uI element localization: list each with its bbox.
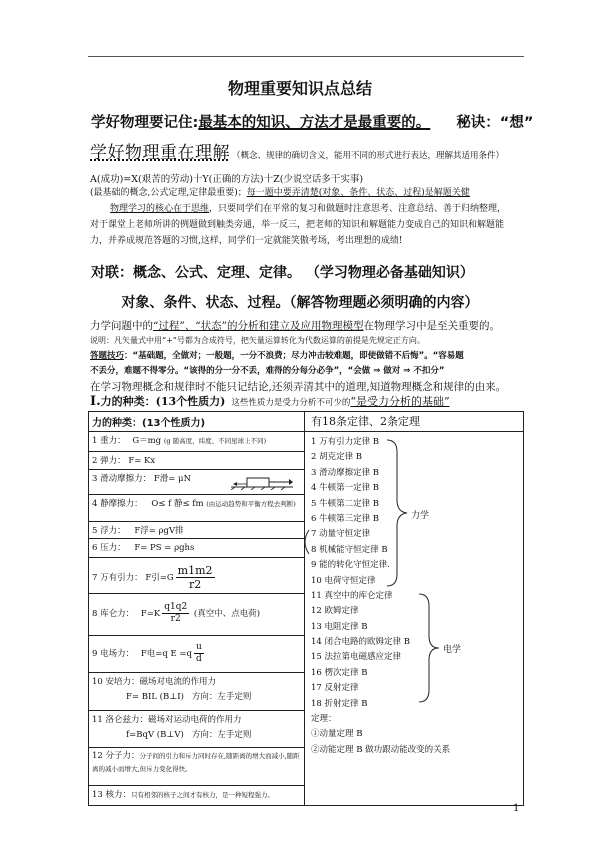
section-note: 这些性质力是受力分析不可少的 [231,398,351,408]
core-line-rest: ，只要同学们在平常的复习和做题时注意思考、注意总结、善于归纳整理， [209,204,507,214]
force-universal-gravitation [89,558,304,594]
force-label: 9 电场力： [92,649,135,659]
fraction-denominator: r2 [170,614,181,624]
success-formula: A(成功)=X(艰苦的劳动)十Y(正确的方法)十Z(少说空话多干实事) [90,174,364,185]
core-line [110,201,506,214]
theorem-item: ①动量定理 B [311,729,363,740]
law-item: 14 闭合电路的欧姆定律 B [311,637,410,648]
force-lorentz [89,711,304,748]
electric-fraction [194,642,204,665]
core-line-key: 物理学习的核心在于思维 [110,204,210,214]
basic-line-key: 每一题中要弄清楚(对象、条件、状态、过程)是解题关健 [246,188,470,198]
law-item: 10 电荷守恒定律 [311,575,376,586]
section-quote: “是受力分析的基础” [350,395,450,408]
law-item: 6 牛顿第三定律 B [311,513,380,524]
force-gravity [89,432,304,452]
law-item: 15 法拉第电磁感应定律 [311,652,402,663]
tips-line-1 [90,349,464,361]
theorem-label: 定理： [311,714,337,725]
force-label: 12 分子力： [92,751,140,761]
force-label: 11 洛仑兹力： [92,715,149,725]
law-item: 17 反射定律 [311,683,359,694]
process-line [90,318,500,333]
force-sliding-friction [89,470,304,495]
main-heading-underlined: 最基本的知识、方法才是最重要的。 [198,115,431,131]
force-formula: F=K [140,609,161,619]
law-item: 18 折射定律 B [311,698,368,709]
force-label: 10 安培力： [92,677,140,687]
fraction-denominator: r2 [188,578,202,591]
page-title: 物理重要知识点总结 [227,79,372,98]
force-label: 2 弹力： [92,456,126,466]
law-item: 12 欧姆定律 [311,606,359,617]
couplet-second: 对象、条件、状态、过程。（解答物理题必须明确的内容） [121,295,479,311]
mechanics-group-label: 力学 [411,511,430,521]
section-heading [90,393,450,409]
force-ampere [89,673,304,711]
force-pressure [89,539,304,558]
concept-line: 在学习物理概念和规律时不能只记结论,还须弄清其中的道理,知道物理概念和规律的由来。 [90,381,507,393]
law-item: 16 楞次定律 B [311,667,368,678]
section-count: (13个性质力) [155,395,226,408]
force-label: 7 万有引力： [92,573,143,583]
paragraph-line-2: 对于课堂上老师所讲的例题做到触类旁通，举一反三，把老师的知识和解题能力变成自己的知识和解题能 [90,220,505,230]
force-formula: F引=G [145,573,174,583]
header-rule [88,56,524,57]
force-label: 3 滑动摩擦力： [92,474,152,484]
force-buoyancy [89,522,304,539]
understanding-heading [90,138,504,163]
fraction-numerator: q1q2 [164,602,188,612]
process-key: “过程”、“状态”的分析和建立及应用物理模型 [153,320,364,332]
force-nuclear [89,786,304,805]
main-heading-prefix: 学好物理要记住: [91,115,199,131]
electro-group-label: 电学 [443,645,462,655]
force-note: (g 随高度、纬度、不同星球上不同) [163,437,267,445]
page-number: 1 [513,803,520,814]
force-description: 磁场对运动电荷的作用力 [148,715,242,725]
law-item: 7 动量守恒定律 [311,529,371,540]
secret-label: 秘诀：“想” [456,115,534,131]
fraction-denominator: d [195,654,202,664]
force-label: 5 浮力： [92,526,126,536]
vector-note: 说明：凡矢量式中用“+”号都为合成符号，把矢量运算转化为代数运算的前提是先规定正方向。 [90,336,425,345]
sliding-block-figure [229,472,295,490]
fraction-numerator: m1m2 [177,564,213,577]
force-formula: F浮= ρgV排 [134,526,184,536]
process-rest: 在物理学习中是至关重要的。 [363,320,500,332]
law-item: 2 胡克定律 B [311,452,363,463]
theorem-item: ②动能定理 B 做功跟动能改变的关系 [311,744,451,755]
couplet-first: 对联：概念、公式、定理、定律。 （学习物理必备基础知识） [91,265,474,281]
force-label: 8 库仑力： [92,609,135,619]
section-label: 力的种类： [100,395,156,408]
force-formula: F= BIL (B⊥I) [126,692,184,702]
force-description: 分子间的引力和斥力同时存在,随距离的增大而减小,随距离的减小而增大,但斥力变化得快。 [92,752,300,773]
understanding-note: （概念、规律的确切含义，能用不同的形式进行表达，理解其适用条件） [232,151,505,161]
fraction-numerator: u [195,642,202,652]
force-formula: O≤ f 静≤ fm [151,499,204,509]
force-description: 只有相邻的核子之间才有核力，是一种短程强力。 [131,791,275,799]
force-elastic [89,452,304,470]
law-item: 9 能的转化守恒定律. [311,560,390,571]
law-item: 8 机械能守恒定律 B [311,544,388,555]
paragraph-line-3: 力，并养成规范答题的习惯,这样，同学们一定就能笑傲考场，考出理想的成绩! [90,236,403,246]
law-item: 11 真空中的库仑定律 [311,590,393,601]
gravitation-fraction [176,564,215,591]
force-description: 磁场对电流的作用力 [139,677,217,687]
coulomb-fraction [162,602,189,625]
force-label: 1 重力： [92,436,126,446]
process-prefix: 力学问题中的 [90,320,153,332]
force-formula: F= PS = ρghs [134,543,195,553]
force-formula: F= Kx [128,456,156,466]
law-item: 13 电阻定律 B [311,621,368,632]
force-note: (由运动趋势和平衡方程去判断) [206,500,296,508]
understanding-big: 学好物理重在理解 [90,143,230,163]
laws-cell [305,432,524,806]
main-heading [91,111,533,132]
law-item: 5 牛顿第二定律 B [311,498,380,509]
tips-line-2: 不丢分，难题不得零分。“该得的分一分不丢，难得的分每分必争”，“会做 ⇒ 做对 ⇒ 不扣分” [90,366,445,376]
section-number: Ⅰ. [90,394,101,409]
basic-line-prefix: (最基础的概念,公式定理,定律最重要)； [90,188,247,198]
paren-mark [299,528,313,556]
force-label: 4 静摩擦力： [92,499,143,509]
tips-rest: ：“基础题，全做对；一般题，一分不浪费；尽力冲击较难题，即使做错不后悔”。“容易题 [124,351,464,361]
law-item: 4 牛顿第一定律 B [311,483,380,494]
force-label: 13 核力： [92,790,132,800]
force-note: (真空中、点电荷) [193,609,261,619]
forces-laws-table [88,411,524,806]
force-molecular [89,748,304,786]
law-item: 1 万有引力定律 B [311,437,380,447]
force-coulomb [89,594,304,636]
force-formula: G＝mg [132,436,162,446]
force-label: 6 压力： [92,543,126,553]
basic-line [90,185,470,198]
force-formula: F滑= μN [153,474,192,484]
force-formula: F电=q E =q [140,649,192,659]
force-formula: f=BqV (B⊥V) [126,730,184,740]
law-item: 3 滑动摩擦定律 B [311,467,380,478]
tips-label: 答题技巧 [90,351,125,361]
laws-header: 有18条定律、2条定理 [305,412,524,432]
force-direction: 方向：左手定则 [191,730,252,740]
forces-header: 力的种类：(13个性质力) [89,412,305,432]
force-static-friction [89,495,304,522]
force-direction: 方向：左手定则 [191,692,252,702]
force-electric-field [89,636,304,673]
